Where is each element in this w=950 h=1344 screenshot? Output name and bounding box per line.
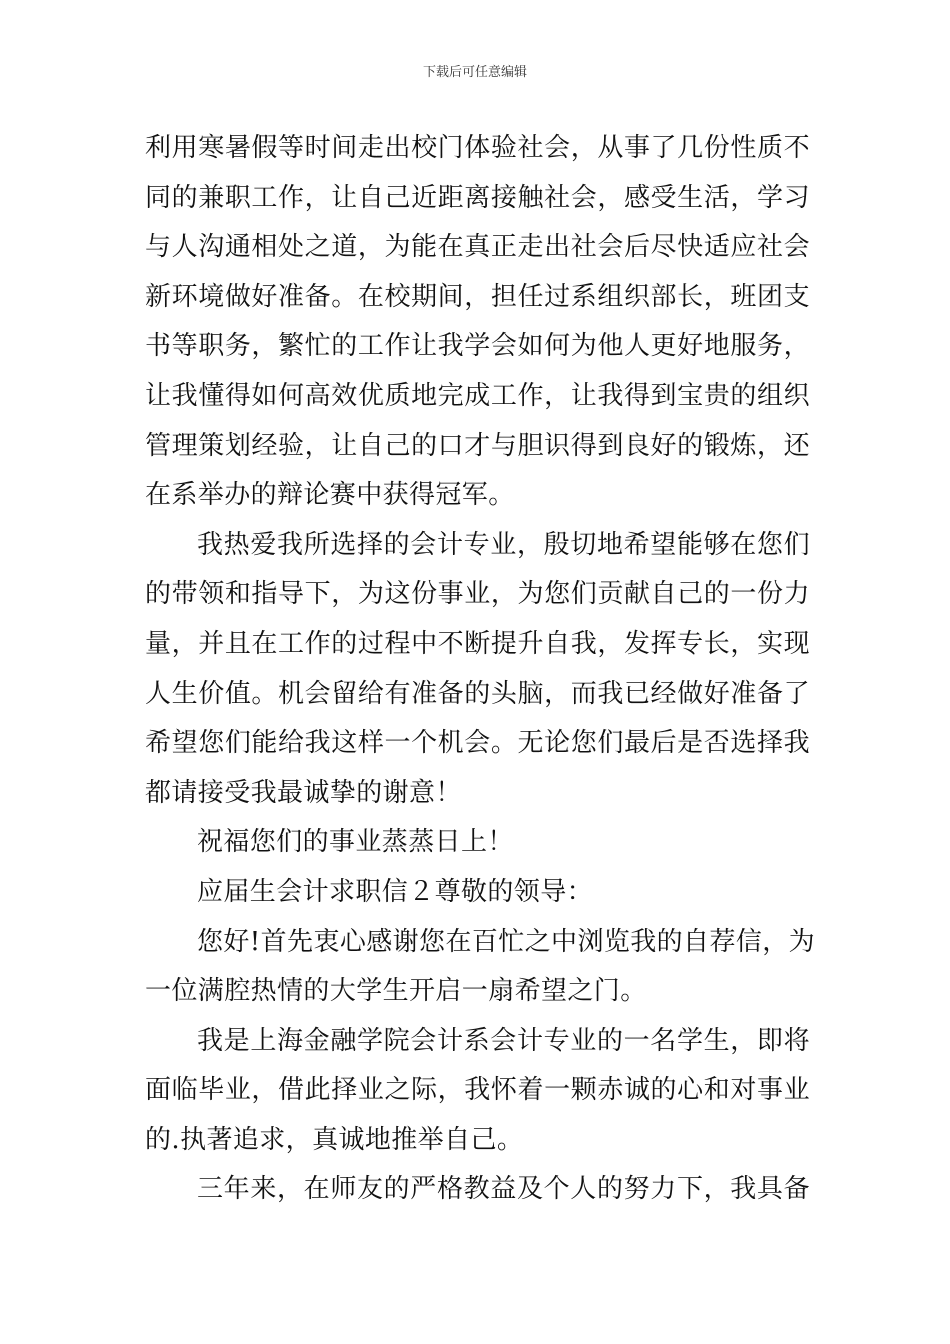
paragraph-4 <box>145 868 810 918</box>
page-header: 下载后可任意编辑 <box>422 65 527 80</box>
text-line: 一位满腔热情的大学生开启一扇希望之门。 <box>145 976 647 1007</box>
paragraph-6 <box>145 1017 810 1166</box>
text-line: 的.执著追求，真诚地推举自己。 <box>145 1124 524 1155</box>
paragraph-7 <box>145 1165 810 1215</box>
text-line: 新环境做好准备。在校期间，担任过系组织部长，班团支 <box>145 281 810 312</box>
text-line: 在系举办的辩论赛中获得冠军。 <box>145 480 515 511</box>
text-line: 您好!首先衷心感谢您在百忙之中浏览我的自荐信，为 <box>197 926 816 957</box>
paragraph-1 <box>145 124 810 521</box>
text-line: 与人沟通相处之道，为能在真正走出社会后尽快适应社会 <box>145 232 810 263</box>
text-line: 的带领和指导下，为这份事业，为您们贡献自己的一份力 <box>145 579 810 610</box>
text-line: 让我懂得如何高效优质地完成工作，让我得到宝贵的组织 <box>145 380 810 411</box>
document-body <box>145 124 816 1215</box>
paragraph-5 <box>145 918 816 1017</box>
paragraph-3 <box>145 818 810 868</box>
text-line: 应届生会计求职信２尊敬的领导： <box>197 876 594 907</box>
text-line: 书等职务，繁忙的工作让我学会如何为他人更好地服务， <box>145 331 810 362</box>
text-line: 都请接受我最诚挚的谢意！ <box>145 777 462 808</box>
text-line: 量，并且在工作的过程中不断提升自我，发挥专长，实现 <box>145 628 810 659</box>
text-line: 我热爱我所选择的会计专业，殷切地希望能够在您们 <box>197 529 810 560</box>
text-line: 我是上海金融学院会计系会计专业的一名学生，即将 <box>197 1025 810 1056</box>
text-line: 祝福您们的事业蒸蒸日上！ <box>197 827 514 858</box>
text-line: 面临毕业，借此择业之际，我怀着一颗赤诚的心和对事业 <box>145 1075 810 1106</box>
text-line: 人生价值。机会留给有准备的头脑，而我已经做好准备了 <box>145 678 810 709</box>
text-line: 管理策划经验，让自己的口才与胆识得到良好的锻炼，还 <box>145 430 810 461</box>
text-line: 同的兼职工作，让自己近距离接触社会，感受生活，学习 <box>145 182 810 213</box>
text-line: 希望您们能给我这样一个机会。无论您们最后是否选择我 <box>145 728 810 759</box>
text-line: 三年来，在师友的严格教益及个人的努力下，我具备 <box>197 1174 810 1205</box>
text-line: 利用寒暑假等时间走出校门体验社会，从事了几份性质不 <box>145 133 810 163</box>
paragraph-2 <box>145 521 810 819</box>
